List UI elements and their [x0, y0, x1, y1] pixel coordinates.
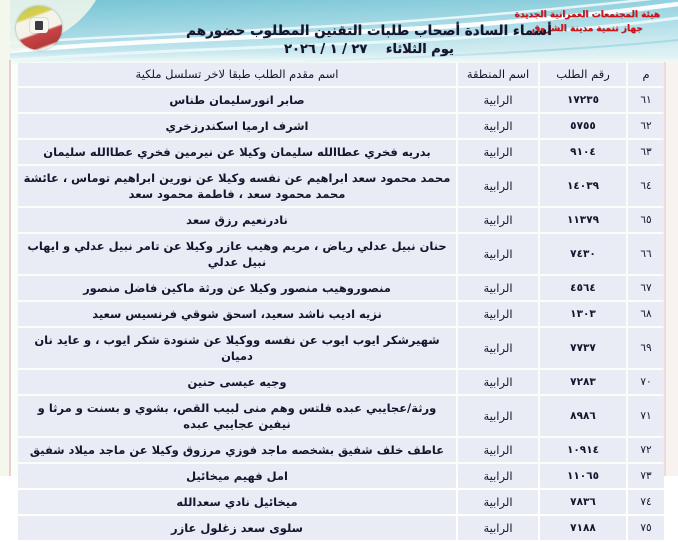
table-row	[18, 370, 664, 394]
table-row	[18, 114, 664, 138]
col-header-region: اسم المنطقة	[458, 63, 538, 86]
table-header-row	[18, 63, 664, 86]
table-row	[18, 490, 664, 514]
request-number-cell: ٤٥٦٤	[540, 276, 626, 300]
page-title: أسماء السادة أصحاب طلبات التقنين المطلوب حضورهم	[186, 23, 552, 39]
request-number-cell: ١٠٩١٤	[540, 438, 626, 462]
region-cell: الرابية	[458, 396, 538, 436]
request-number-cell: ١٤٠٣٩	[540, 166, 626, 206]
table-row	[18, 328, 664, 368]
request-number-cell: ٨٩٨٦	[540, 396, 626, 436]
request-number-cell: ١٧٢٣٥	[540, 88, 626, 112]
session-date	[30, 42, 678, 57]
serial-cell: ٦٨	[628, 302, 664, 326]
applicant-name-cell: امل فهيم ميخائيل	[18, 464, 456, 488]
serial-cell: ٦١	[628, 88, 664, 112]
region-cell: الرابية	[458, 438, 538, 462]
request-number-cell: ١٣٠٣	[540, 302, 626, 326]
region-cell: الرابية	[458, 370, 538, 394]
serial-cell: ٦٦	[628, 234, 664, 274]
serial-cell: ٦٢	[628, 114, 664, 138]
serial-cell: ٦٥	[628, 208, 664, 232]
table-row	[18, 234, 664, 274]
serial-cell: ٧٣	[628, 464, 664, 488]
applicant-name-cell: ورثة/عجايبي عبده فلتس وهم منى لبيب القص، بشوي و بسنت و مرثا و نيفين عجايبي عبده	[18, 396, 456, 436]
applicant-name-cell: صابر انورسليمان طناس	[18, 88, 456, 112]
applicants-table	[16, 61, 666, 542]
serial-cell: ٧٤	[628, 490, 664, 514]
region-cell: الرابية	[458, 516, 538, 540]
serial-cell: ٧٥	[628, 516, 664, 540]
col-header-request-number: رقم الطلب	[540, 63, 626, 86]
serial-cell: ٧٠	[628, 370, 664, 394]
applicant-name-cell: نادرنعيم رزق سعد	[18, 208, 456, 232]
request-number-cell: ٧٨٣٦	[540, 490, 626, 514]
applicant-name-cell: شهيرشكر ايوب ايوب عن نفسه ووكيلا عن شنودة شكر ايوب ، و عايد نان دميان	[18, 328, 456, 368]
region-cell: الرابية	[458, 114, 538, 138]
authority-line1: هيئة المجتمعات العمرانية الجديدة	[514, 10, 660, 20]
region-cell: الرابية	[458, 276, 538, 300]
applicant-name-cell: عاطف خلف شفيق بشخصه ماجد فوزي مرزوق وكيلا عن ماجد ميلاد شفيق	[18, 438, 456, 462]
table-row	[18, 208, 664, 232]
col-header-applicant-name: اسم مقدم الطلب طبقا لاخر تسلسل ملكية	[18, 63, 456, 86]
table-row	[18, 464, 664, 488]
table-row	[18, 516, 664, 540]
applicant-name-cell: نزيه اديب ناشد سعيد، اسحق شوقي فرنسيس سعيد	[18, 302, 456, 326]
table-row	[18, 88, 664, 112]
table-row	[18, 396, 664, 436]
applicant-name-cell: وجيه عيسى حنين	[18, 370, 456, 394]
request-number-cell: ٩١٠٤	[540, 140, 626, 164]
region-cell: الرابية	[458, 88, 538, 112]
page-left-edge-line	[9, 60, 11, 476]
applicant-name-cell: ميخائيل نادي سعدالله	[18, 490, 456, 514]
document-title-block	[30, 23, 678, 57]
table-row	[18, 302, 664, 326]
request-number-cell: ٧٤٣٠	[540, 234, 626, 274]
applicant-name-cell: بدريه فخري عطاالله سليمان وكيلا عن نيرمين فخري عطاالله سليمان	[18, 140, 456, 164]
table-row	[18, 166, 664, 206]
table-row	[18, 438, 664, 462]
region-cell: الرابية	[458, 166, 538, 206]
authority-line2: جهاز تنمية مدينة الشروق	[531, 23, 643, 34]
region-cell: الرابية	[458, 234, 538, 274]
region-cell: الرابية	[458, 490, 538, 514]
region-cell: الرابية	[458, 464, 538, 488]
request-number-cell: ٧١٨٨	[540, 516, 626, 540]
session-date-label: يوم الثلاثاء	[385, 42, 454, 57]
region-cell: الرابية	[458, 302, 538, 326]
serial-cell: ٦٧	[628, 276, 664, 300]
region-cell: الرابية	[458, 328, 538, 368]
table-row	[18, 140, 664, 164]
table-row	[18, 276, 664, 300]
region-cell: الرابية	[458, 208, 538, 232]
serial-cell: ٦٣	[628, 140, 664, 164]
serial-cell: ٦٩	[628, 328, 664, 368]
applicant-name-cell: سلوى سعد زغلول عازر	[18, 516, 456, 540]
serial-cell: ٧٢	[628, 438, 664, 462]
serial-cell: ٦٤	[628, 166, 664, 206]
applicant-name-cell: منصوروهيب منصور وكيلا عن ورثة ماكين فاضل منصور	[18, 276, 456, 300]
serial-cell: ٧١	[628, 396, 664, 436]
request-number-cell: ١١٣٧٩	[540, 208, 626, 232]
session-date-value: ٢٧ / ١ / ٢٠٢٦	[284, 42, 368, 57]
col-header-serial: م	[628, 63, 664, 86]
request-number-cell: ٥٧٥٥	[540, 114, 626, 138]
applicant-name-cell: حنان نبيل عدلي رياض ، مريم وهيب عازر وكيلا عن تامر نبيل عدلي و ايهاب نبيل عدلي	[18, 234, 456, 274]
request-number-cell: ٧٢٨٣	[540, 370, 626, 394]
request-number-cell: ١١٠٦٥	[540, 464, 626, 488]
region-cell: الرابية	[458, 140, 538, 164]
request-number-cell: ٧٧٣٧	[540, 328, 626, 368]
applicant-name-cell: محمد محمود سعد ابراهيم عن نفسه وكيلا عن نورين ابراهيم توماس ، عائشة محمد محمود سعد ، فاطمة محمود سعد	[18, 166, 456, 206]
applicant-name-cell: اشرف ارميا اسكندرزخري	[18, 114, 456, 138]
